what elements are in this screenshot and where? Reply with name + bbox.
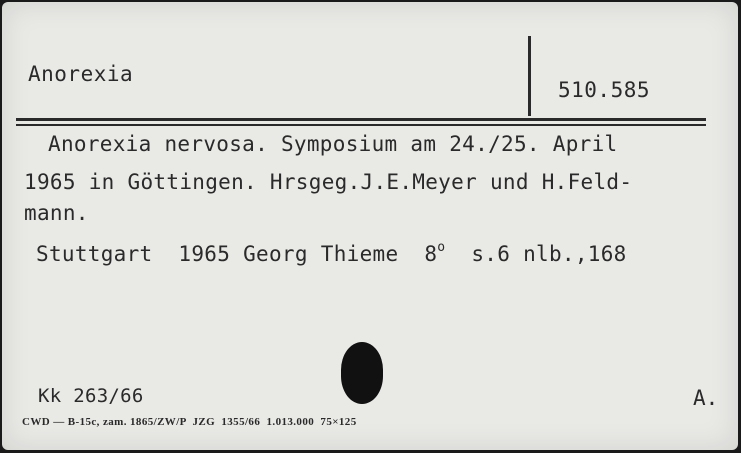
- header-rule-bottom: [16, 124, 706, 126]
- imprint-place: Stuttgart: [36, 242, 153, 266]
- imprint-line: [36, 242, 627, 266]
- punch-hole: [341, 342, 383, 404]
- body-line-2: 1965 in Göttingen. Hrsgeg.J.E.Meyer und H.Feld-: [24, 170, 633, 194]
- imprint-pages: s.6 nlb.,168: [471, 242, 627, 266]
- header-rule-top: [16, 118, 706, 121]
- catalog-card: [2, 2, 738, 450]
- imprint-format-sup: o: [437, 240, 446, 255]
- card-heading: Anorexia: [28, 62, 134, 86]
- corner-mark: A.: [693, 386, 719, 410]
- shelf-mark: Kk 263/66: [38, 385, 144, 407]
- call-number: 510.585: [558, 78, 651, 102]
- imprint-format: 8: [424, 242, 438, 266]
- body-line-3: mann.: [24, 201, 89, 225]
- print-footer: CWD — B-15c, zam. 1865/ZW/P JZG 1355/66 1.013.000 75×125: [22, 416, 357, 428]
- body-line-1: Anorexia nervosa. Symposium am 24./25. April: [48, 132, 618, 156]
- vertical-rule: [528, 36, 531, 116]
- imprint-year-publisher: 1965 Georg Thieme: [178, 242, 399, 266]
